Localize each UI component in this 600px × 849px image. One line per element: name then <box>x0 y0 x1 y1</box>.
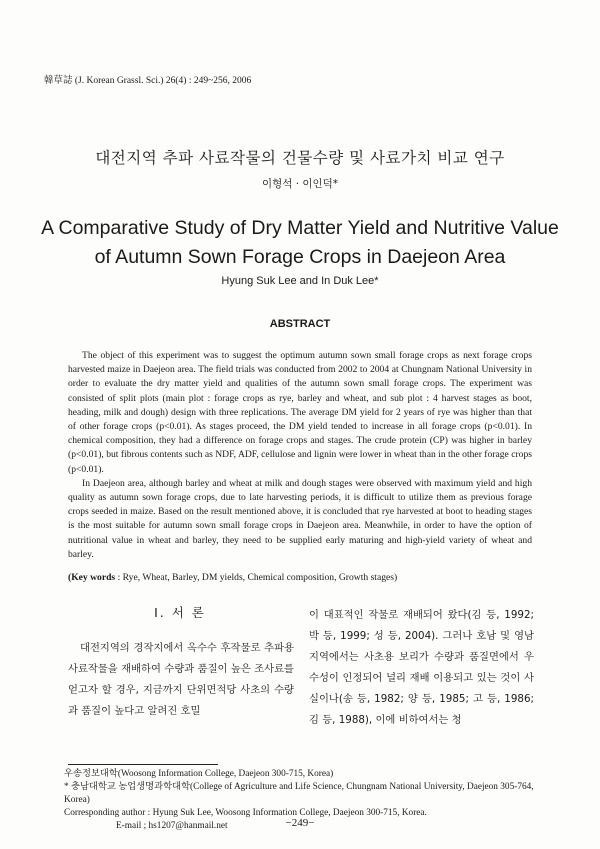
journal-reference: 韓草誌 (J. Korean Grassl. Sci.) 26(4) : 249~256, 2006 <box>44 76 252 86</box>
intro-right-column <box>309 605 534 731</box>
footnote-divider <box>68 764 218 765</box>
footnote-affiliation-1: 우송정보대학(Woosong Information College, Daejeon 300-715, Korea) <box>64 769 334 779</box>
abstract-body <box>68 349 532 562</box>
english-title-line-2: of Autumn Sown Forage Crops in Daejeon Area <box>94 246 506 268</box>
english-title <box>0 214 600 272</box>
keywords <box>68 572 532 583</box>
section-heading-introduction: Ⅰ. 서 론 <box>154 605 206 620</box>
page-number: −249− <box>285 817 315 829</box>
keywords-text: : Rye, Wheat, Barley, DM yields, Chemical composition, Growth stages) <box>115 572 398 583</box>
english-authors: Hyung Suk Lee and In Duk Lee* <box>221 275 379 287</box>
abstract-heading: ABSTRACT <box>269 318 331 330</box>
footnote-corresponding-author: Corresponding author : Hyung Suk Lee, Woosong Information College, Daejeon 300-715, Korea. <box>64 808 427 818</box>
footnote-email: E-mail ; hs1207@hanmail.net <box>116 821 228 831</box>
intro-right-text: 이 대표적인 작물로 재배되어 왔다(김 등, 1992; 박 등, 1999; 성 등, 2004). 그러나 호남 및 영남지역에서는 사초용 보리가 수량과 품질면에서 우수성이 인정되어 널리 재배 이용되고 있는 것이 사실이나(송 등, 1982; 양 등, 1985; 고 등, 1986; 김 등, 1988), 이에 비하여서는 청 <box>309 609 534 726</box>
footnote-affiliation-2: * 충남대학교 농업생명과학대학(College of Agriculture and Life Science, Chungnam National University, Daejeon 305-764, Korea) <box>64 782 534 805</box>
english-title-line-1: A Comparative Study of Dry Matter Yield and Nutritive Value <box>41 217 559 239</box>
intro-left-text: 대전지역의 경작지에서 옥수수 후작물로 추파용 사료작물을 재배하여 수량과 품질이 높은 조사료를 얻고자 할 경우, 지금까지 단위면적당 사초의 수량과 품질이 높다고 알려진 호밀 <box>68 642 294 717</box>
intro-left-column <box>68 638 294 722</box>
korean-title: 대전지역 추파 사료작물의 건물수량 및 사료가치 비교 연구 <box>95 149 505 167</box>
abstract-paragraph-2: In Daejeon area, although barley and wheat at milk and dough stages were observed with maximum yield and high quality as autumn sown forage crops, due to late harvesting periods, it is difficult to utilize them as previous forage crops seeded in maize. Based on the result mentioned above, it is concluded that rye harvested at boot to heading stages is the most suitable for autumn sown small forage crops in Daejeon area. Meanwhile, in order to have the option of nutritional value in wheat and barley, they need to be supplied early maturing and high-yield variety of wheat and barley. <box>68 477 532 560</box>
keywords-label: (Key words <box>68 572 116 583</box>
korean-authors: 이형석 · 이인덕* <box>261 178 339 190</box>
abstract-paragraph-1: The object of this experiment was to suggest the optimum autumn sown small forage crops as next forage crops harvested maize in Daejeon area. The field trials was conducted from 2002 to 2004 at Chungnam National University in order to evaluate the dry matter yield and qualities of the autumn sown small forage crops. The experiment was consisted of split plots (main plot : forage crops as rye, barley and wheat, and sub plot : 4 harvest stages as boot, heading, milk and dough) design with three replications. The average DM yield for 2 years of rye was higher than that of other forage crops (p<0.01). As stages proceed, the DM yield tended to increase in all forage crops (p<0.01). In chemical composition, they had a difference on forage crops and stages. The crude protein (CP) was higher in barley (p<0.01), but fibrous contents such as NDF, ADF, cellulose and lignin were lower in wheat than in the other forage crops (p<0.01). <box>68 350 532 475</box>
